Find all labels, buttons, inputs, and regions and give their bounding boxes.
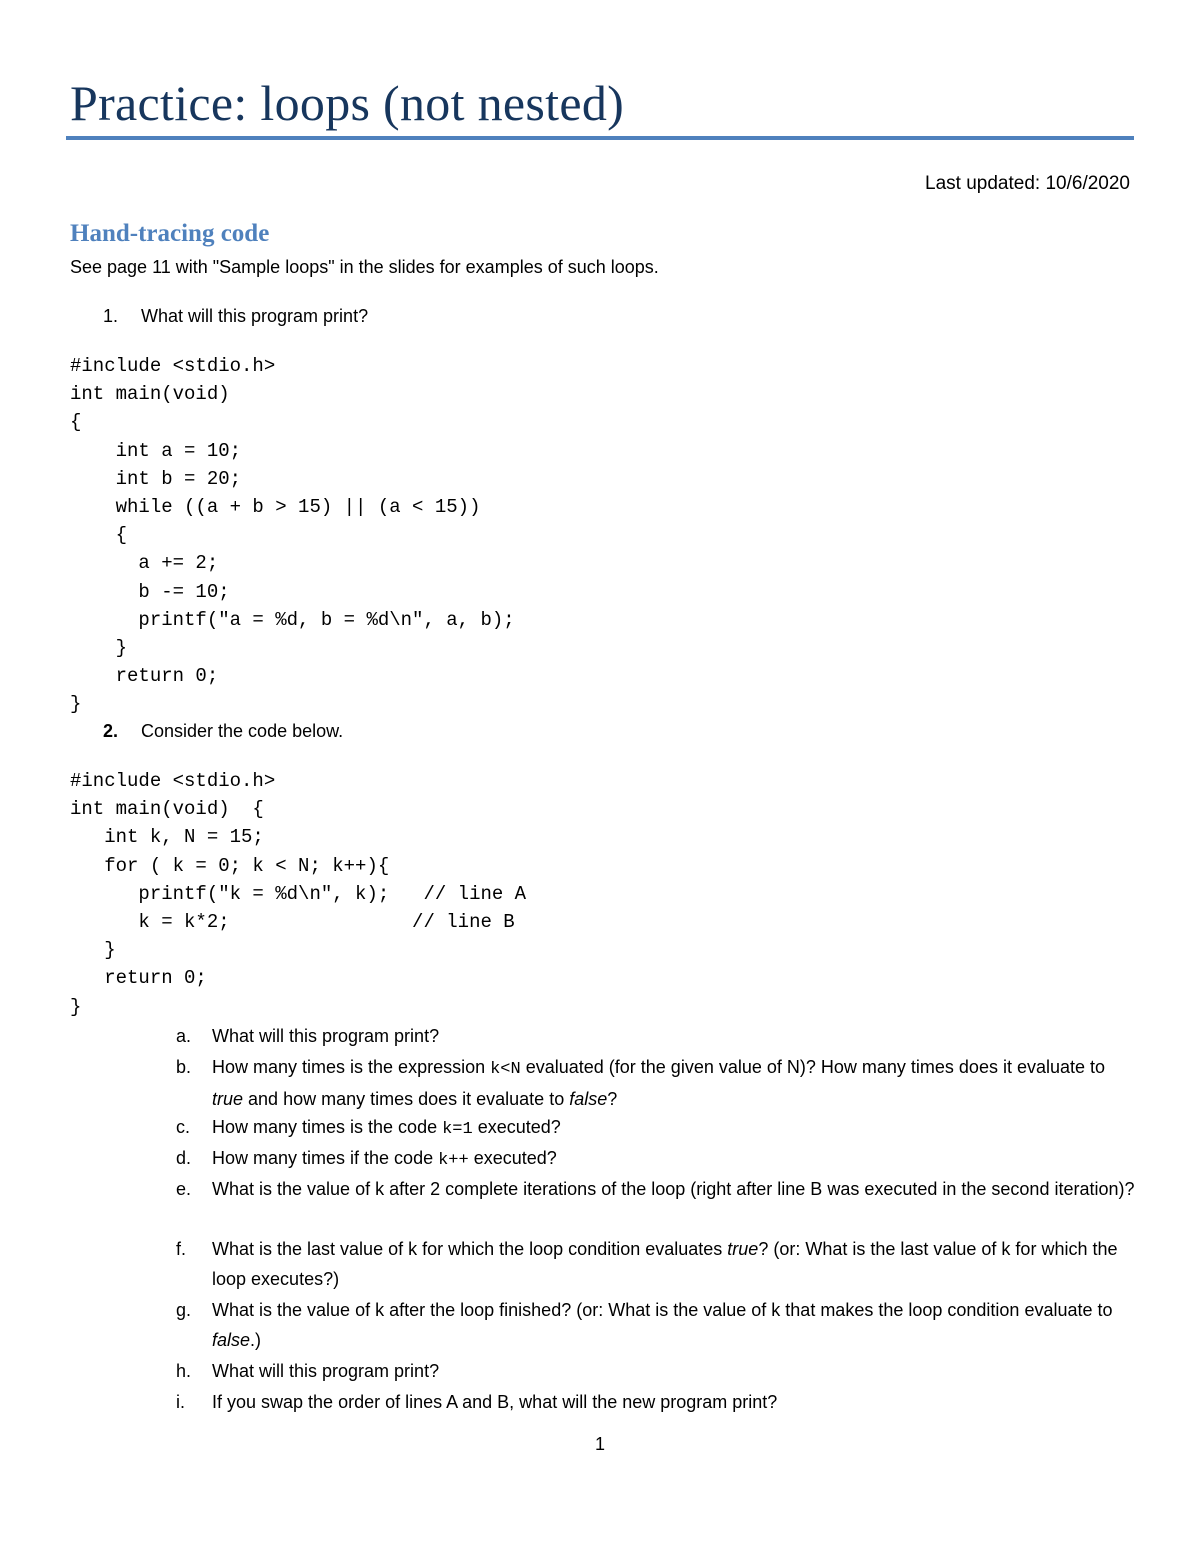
subquestion-e (176, 1175, 1136, 1205)
emphasis-false: false (212, 1329, 251, 1350)
last-updated: Last updated: 10/6/2020 (925, 173, 1130, 194)
subquestion-label: e. (176, 1179, 192, 1199)
question-2-number: 2. (103, 721, 119, 741)
subquestion-a (176, 1022, 1136, 1052)
subquestion-label: f. (176, 1239, 187, 1259)
subquestion-text: How many times is the expression k<N evaluated (for the given value of N)? How many times does it evaluate to true and how many times does it evaluate to false? (212, 1057, 1106, 1109)
intro-paragraph: See page 11 with "Sample loops" in the slides for examples of such loops. (70, 257, 659, 277)
subquestion-f (176, 1235, 1136, 1294)
subquestion-i (176, 1388, 1136, 1418)
emphasis-true: true (212, 1088, 244, 1109)
title-underline-rule (66, 136, 1134, 140)
subquestion-label: d. (176, 1148, 192, 1168)
code-block-2: #include <stdio.h> int main(void) { int k, N = 15; for ( k = 0; k < N; k++){ printf("k = %d\n", k); // line A k = k*2; // line B } return 0; } (70, 770, 527, 1018)
section-heading: Hand-tracing code (70, 220, 270, 247)
question-2-text: Consider the code below. (141, 721, 344, 741)
subquestion-label: b. (176, 1057, 192, 1077)
subquestion-text: How many times is the code k=1 executed? (212, 1117, 561, 1139)
subquestion-label: i. (176, 1392, 185, 1412)
subquestion-label: c. (176, 1117, 191, 1137)
subquestion-text: What is the last value of k for which the loop condition evaluates true? (or: What is the last value of k for which the loop executes?) (212, 1239, 1118, 1289)
page-title: Practice: loops (not nested) (70, 75, 625, 131)
subquestion-d (176, 1144, 1136, 1176)
subquestion-h (176, 1357, 1136, 1387)
subquestion-text: What will this program print? (212, 1361, 440, 1381)
subquestion-text: How many times if the code k++ executed? (212, 1148, 557, 1170)
subquestion-label: g. (176, 1300, 192, 1320)
question-2 (103, 721, 343, 742)
question-1-number: 1. (103, 306, 119, 326)
emphasis-true: true (727, 1239, 759, 1259)
subquestion-g (176, 1296, 1136, 1355)
subquestion-label: a. (176, 1026, 192, 1046)
subquestion-c (176, 1113, 1136, 1145)
subquestion-b (176, 1053, 1136, 1114)
question-1-text: What will this program print? (141, 306, 369, 326)
subquestion-label: h. (176, 1361, 192, 1381)
inline-code: k=1 (442, 1120, 473, 1139)
emphasis-false: false (569, 1088, 608, 1109)
subquestion-text: What will this program print? (212, 1026, 440, 1046)
inline-code: k<N (490, 1060, 521, 1079)
inline-code: k++ (438, 1151, 469, 1170)
question-1 (103, 306, 368, 327)
subquestion-text: What is the value of k after the loop finished? (or: What is the value of k that makes the loop condition evaluate to false.) (212, 1300, 1113, 1350)
code-block-1: #include <stdio.h> int main(void) { int a = 10; int b = 20; while ((a + b > 15) || (a < 15)) { a += 2; b -= 10; printf("a = %d, b = %d\n", a, b); } return 0; } (70, 355, 515, 716)
page-number: 1 (594, 1434, 605, 1454)
subquestion-text: If you swap the order of lines A and B, what will the new program print? (212, 1392, 778, 1412)
subquestion-text: What is the value of k after 2 complete iterations of the loop (right after line B was executed in the second iteration)? (212, 1179, 1135, 1199)
